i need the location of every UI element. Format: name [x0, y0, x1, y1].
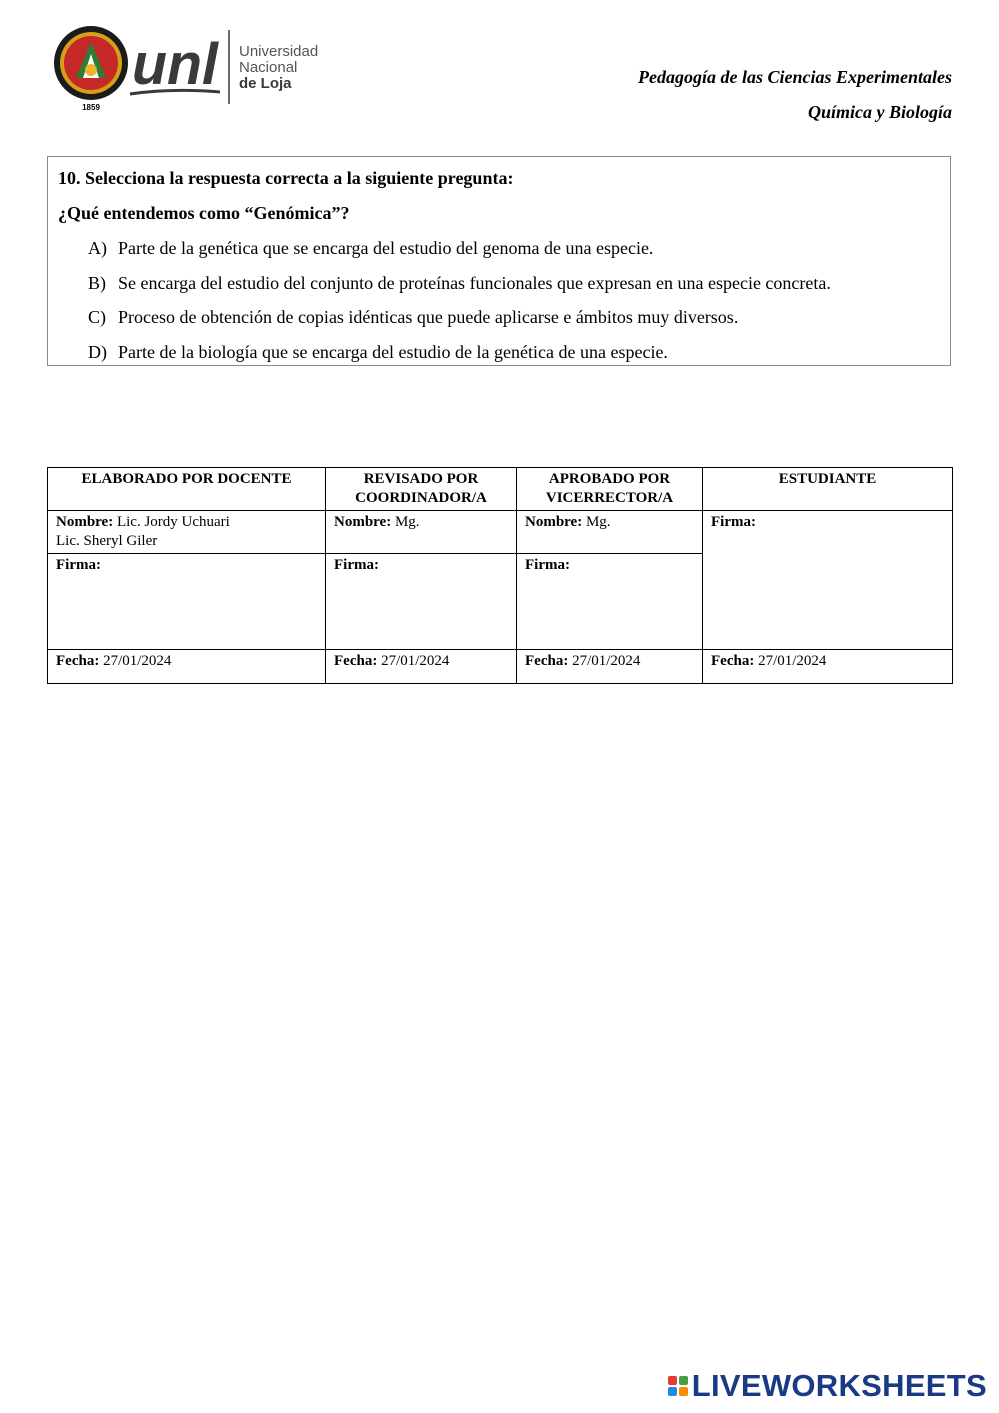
option-letter: B)	[88, 272, 106, 293]
option-d[interactable]	[58, 335, 940, 370]
firma-label: Firma:	[56, 557, 101, 573]
unl-seal-icon	[52, 26, 342, 116]
option-a[interactable]	[58, 231, 940, 266]
estudiante-firma-cell[interactable]	[703, 511, 953, 650]
option-text: Parte de la genética que se encarga del estudio del genoma de una especie.	[118, 238, 654, 258]
brand-line1: Universidad	[239, 43, 319, 60]
vicerrector-firma-cell	[517, 554, 703, 650]
docente-firma-cell	[48, 554, 326, 650]
option-text: Se encarga del estudio del conjunto de proteínas funcionales que expresan en una especie concreta.	[118, 272, 831, 293]
coordinador-fecha-cell	[326, 650, 517, 684]
option-letter: C)	[88, 307, 106, 327]
option-letter: D)	[88, 341, 107, 362]
docente-fecha-cell	[48, 650, 326, 684]
vicerrector-fecha-cell	[517, 650, 703, 684]
fecha-value: 27/01/2024	[103, 653, 172, 669]
table-header-row	[48, 468, 953, 511]
question-instruction: 10. Selecciona la respuesta correcta a la siguiente pregunta:	[58, 168, 514, 188]
option-text: Proceso de obtención de copias idénticas que puede aplicarse e ámbitos muy diversos.	[118, 307, 739, 327]
estudiante-fecha-cell	[703, 650, 953, 684]
header-revisado: REVISADO POR COORDINADOR/A	[326, 468, 517, 511]
university-logo	[52, 26, 342, 116]
table-row-fecha	[48, 650, 953, 684]
header-program-info	[638, 60, 952, 130]
signature-table	[47, 467, 953, 684]
name-label: Nombre:	[334, 514, 392, 530]
header-aprobado: APROBADO POR VICERRECTOR/A	[517, 468, 703, 511]
option-letter: A)	[88, 238, 107, 258]
seal-year: 1859	[82, 103, 100, 112]
table-row-nombre	[48, 511, 953, 554]
fecha-label: Fecha:	[525, 653, 569, 669]
liveworksheets-logo	[668, 1368, 987, 1404]
docente-name-cell	[48, 511, 326, 554]
fecha-label: Fecha:	[334, 653, 378, 669]
firma-label: Firma:	[711, 514, 756, 530]
icon-square	[679, 1387, 688, 1396]
brand-line3: de Loja	[239, 75, 292, 92]
icon-square	[679, 1376, 688, 1385]
question-box	[47, 156, 951, 366]
fecha-value: 27/01/2024	[381, 653, 450, 669]
liveworksheets-icon	[668, 1376, 688, 1396]
docente-name-2: Lic. Sheryl Giler	[56, 533, 158, 549]
subject-title: Química y Biología	[808, 102, 952, 122]
brand-line2: Nacional	[239, 59, 298, 76]
program-title: Pedagogía de las Ciencias Experimentales	[638, 67, 952, 87]
liveworksheets-brand: LIVEWORKSHEETS	[691, 1368, 987, 1403]
fecha-value: 27/01/2024	[572, 653, 641, 669]
question-prompt: ¿Qué entendemos como “Genómica”?	[58, 203, 350, 223]
docente-name-1: Lic. Jordy Uchuari	[116, 514, 230, 530]
vicerrector-name: Mg.	[585, 514, 611, 530]
header-estudiante: ESTUDIANTE	[703, 468, 953, 511]
icon-square	[668, 1376, 677, 1385]
coordinador-name-cell	[326, 511, 517, 554]
fecha-value: 27/01/2024	[758, 653, 827, 669]
header-elaborado: ELABORADO POR DOCENTE	[48, 468, 326, 511]
name-label: Nombre:	[56, 514, 114, 530]
firma-label: Firma:	[334, 557, 379, 573]
option-text: Parte de la biología que se encarga del estudio de la genética de una especie.	[118, 341, 668, 362]
firma-label: Firma:	[525, 557, 570, 573]
icon-square	[668, 1387, 677, 1396]
fecha-label: Fecha:	[56, 653, 100, 669]
option-c[interactable]	[58, 300, 940, 335]
answer-options	[58, 231, 940, 369]
coordinador-name: Mg.	[394, 514, 420, 530]
name-label: Nombre:	[525, 514, 583, 530]
coordinador-firma-cell	[326, 554, 517, 650]
option-b[interactable]	[58, 266, 940, 301]
fecha-label: Fecha:	[711, 653, 755, 669]
brand-short: unl	[132, 32, 220, 97]
vicerrector-name-cell	[517, 511, 703, 554]
